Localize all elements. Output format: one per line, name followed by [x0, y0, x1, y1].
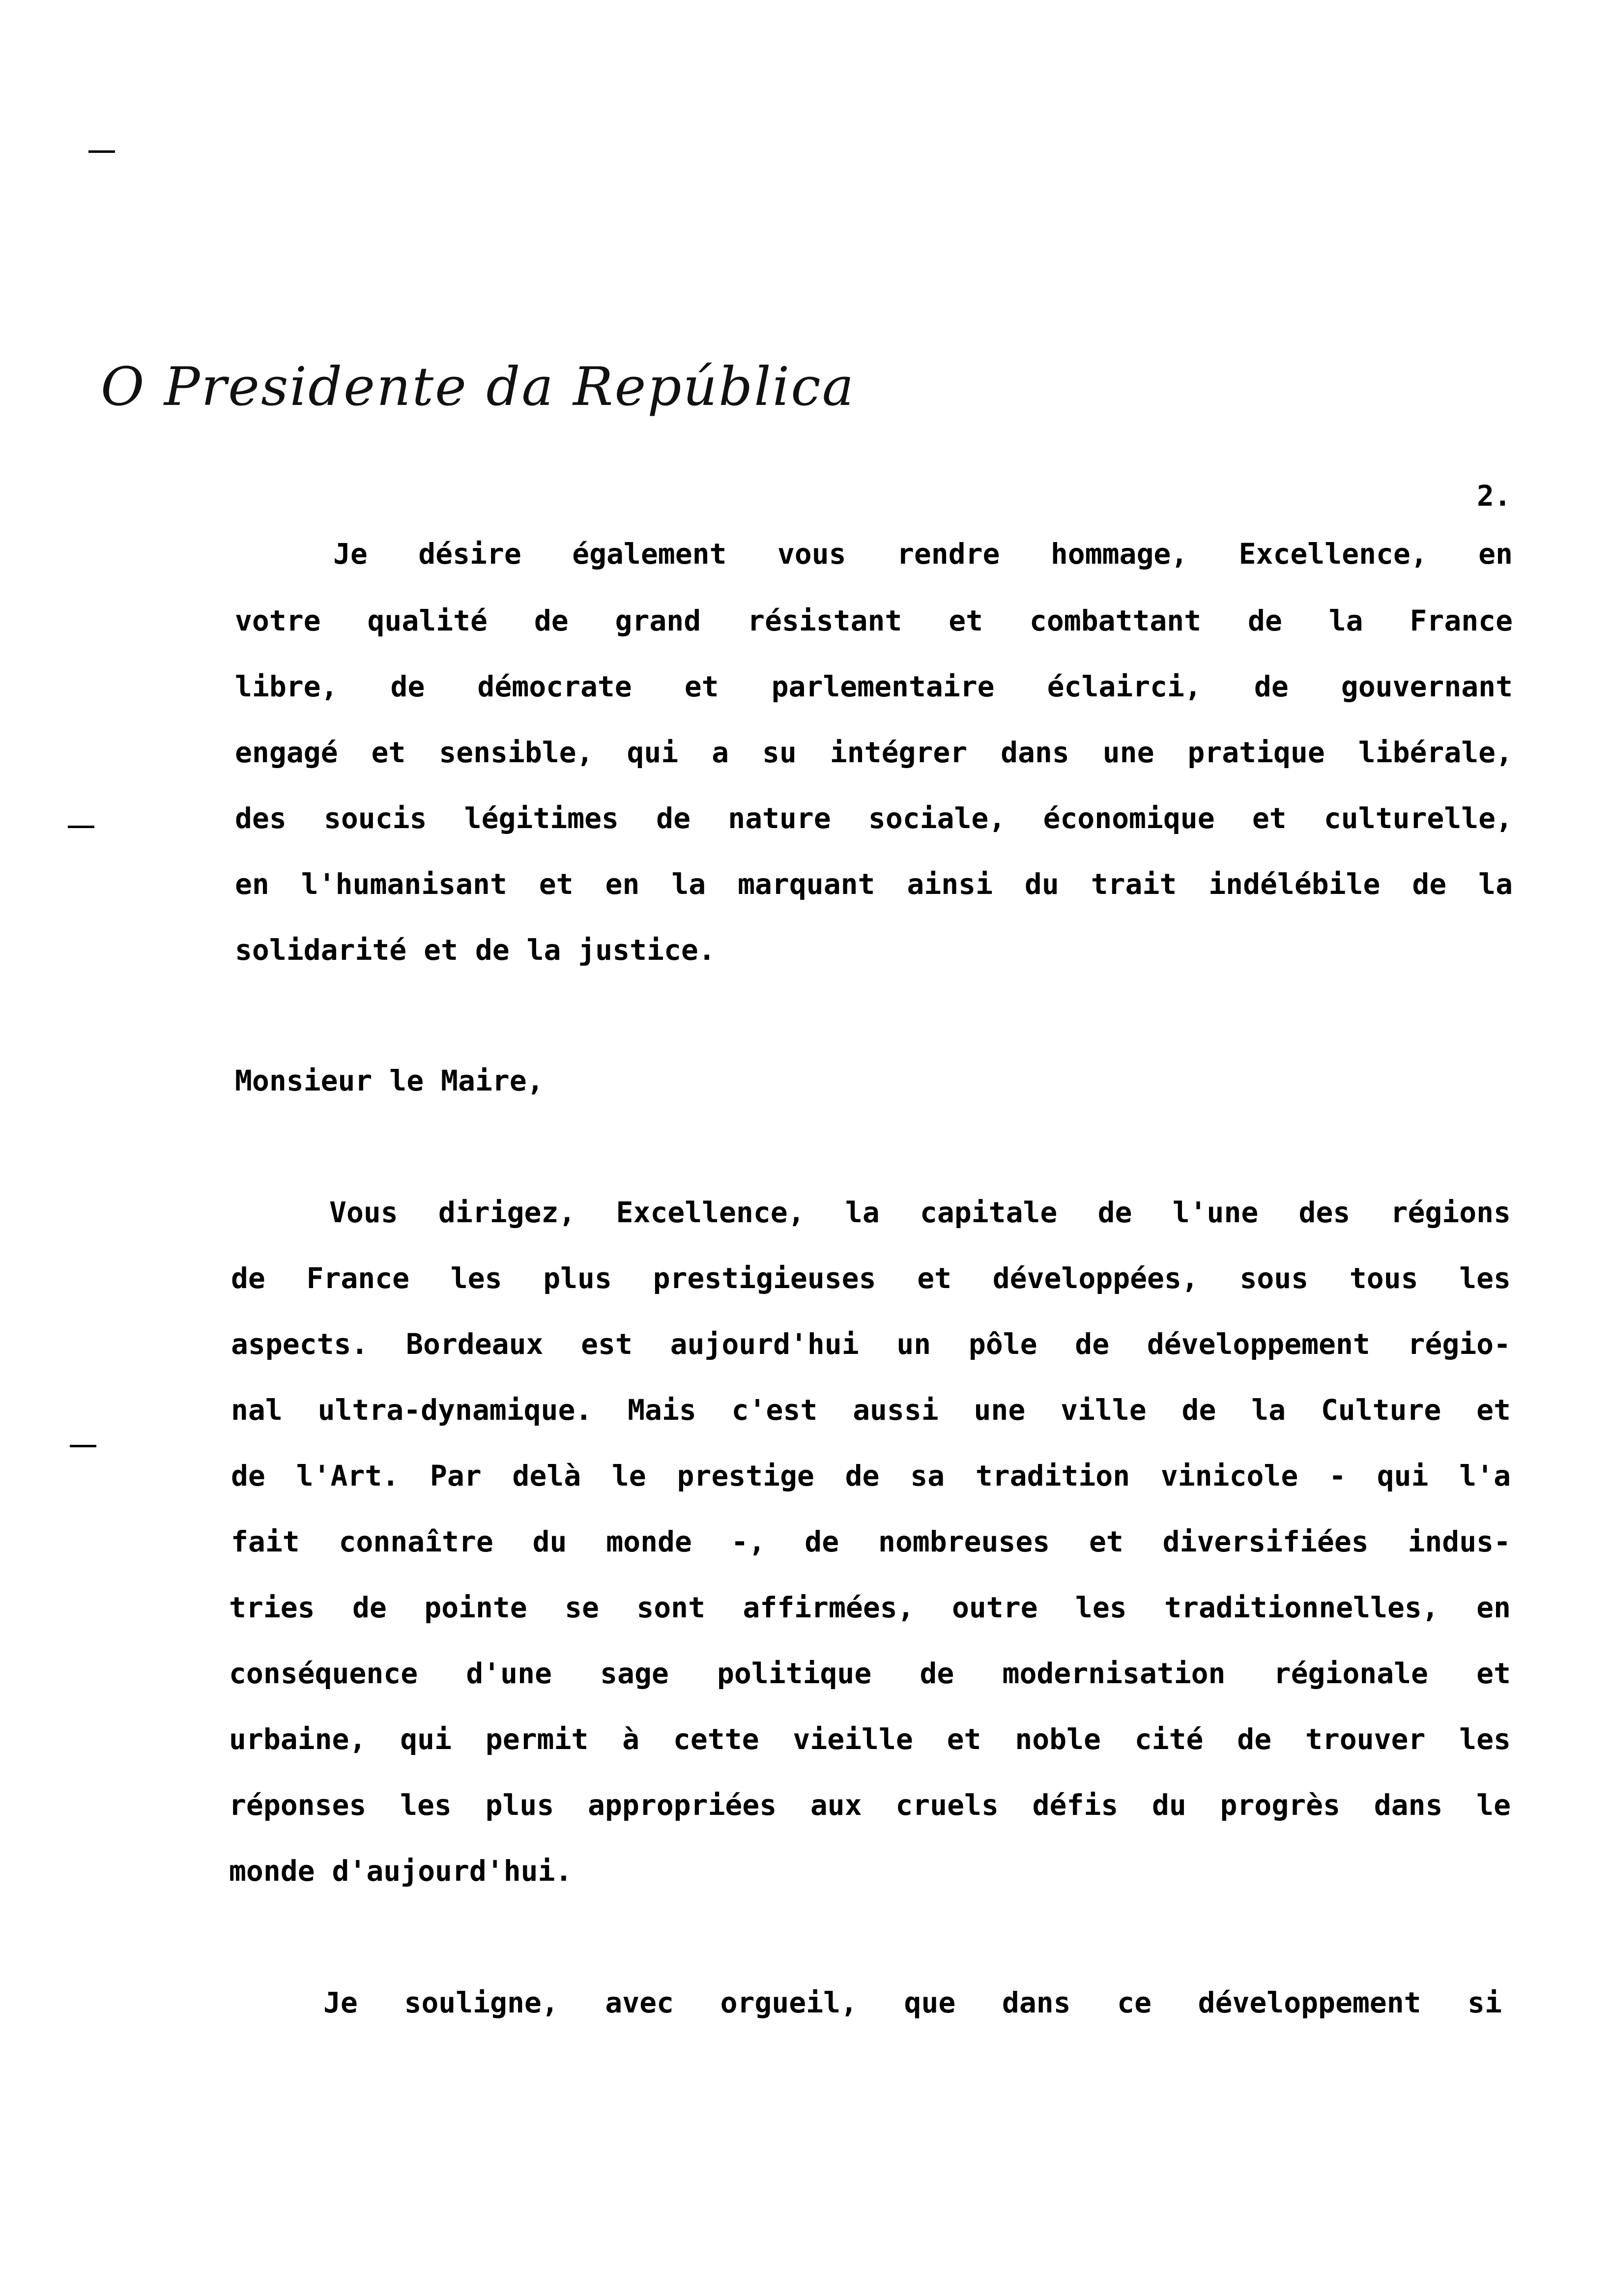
salutation: Monsieur le Maire,	[235, 1064, 544, 1097]
margin-mark	[70, 1445, 96, 1447]
paragraph-line: Je désire également vous rendre hommage, Excellence, en	[333, 537, 1513, 571]
paragraph-line: nal ultra-dynamique. Mais c'est aussi une ville de la Culture et	[231, 1393, 1511, 1427]
margin-mark	[68, 826, 94, 828]
paragraph-line: urbaine, qui permit à cette vieille et noble cité de trouver les	[229, 1722, 1511, 1756]
paragraph-line: aspects. Bordeaux est aujourd'hui un pôle de développement régio-	[231, 1327, 1511, 1361]
paragraph-line: des soucis légitimes de nature sociale, économique et culturelle,	[235, 802, 1513, 835]
paragraph-line: fait connaître du monde -, de nombreuses et diversifiées indus-	[231, 1525, 1511, 1558]
paragraph-line: votre qualité de grand résistant et combattant de la France	[235, 604, 1513, 637]
paragraph-line: de France les plus prestigieuses et développées, sous tous les	[231, 1262, 1511, 1295]
paragraph-line: de l'Art. Par delà le prestige de sa tradition vinicole - qui l'a	[231, 1459, 1511, 1492]
paragraph-line: solidarité et de la justice.	[235, 933, 716, 967]
paragraph-line: en l'humanisant et en la marquant ainsi du trait indélébile de la	[235, 867, 1513, 901]
paragraph-line: tries de pointe se sont affirmées, outre les traditionnelles, en	[229, 1591, 1511, 1624]
paragraph-line: monde d'aujourd'hui.	[229, 1854, 573, 1888]
page-number: 2.	[1477, 479, 1511, 513]
paragraph-line: réponses les plus appropriées aux cruels défis du progrès dans le	[229, 1788, 1511, 1822]
letterhead: O Presidente da República	[101, 356, 856, 418]
paragraph-line: Vous dirigez, Excellence, la capitale de l'une des régions	[329, 1196, 1511, 1229]
margin-mark	[88, 150, 115, 153]
paragraph-line: engagé et sensible, qui a su intégrer dans une pratique libérale,	[235, 736, 1513, 769]
paragraph-line: Je souligne, avec orgueil, que dans ce développement si	[323, 1986, 1502, 2019]
paragraph-line: conséquence d'une sage politique de modernisation régionale et	[229, 1657, 1511, 1690]
paragraph-line: libre, de démocrate et parlementaire éclairci, de gouvernant	[235, 670, 1513, 703]
